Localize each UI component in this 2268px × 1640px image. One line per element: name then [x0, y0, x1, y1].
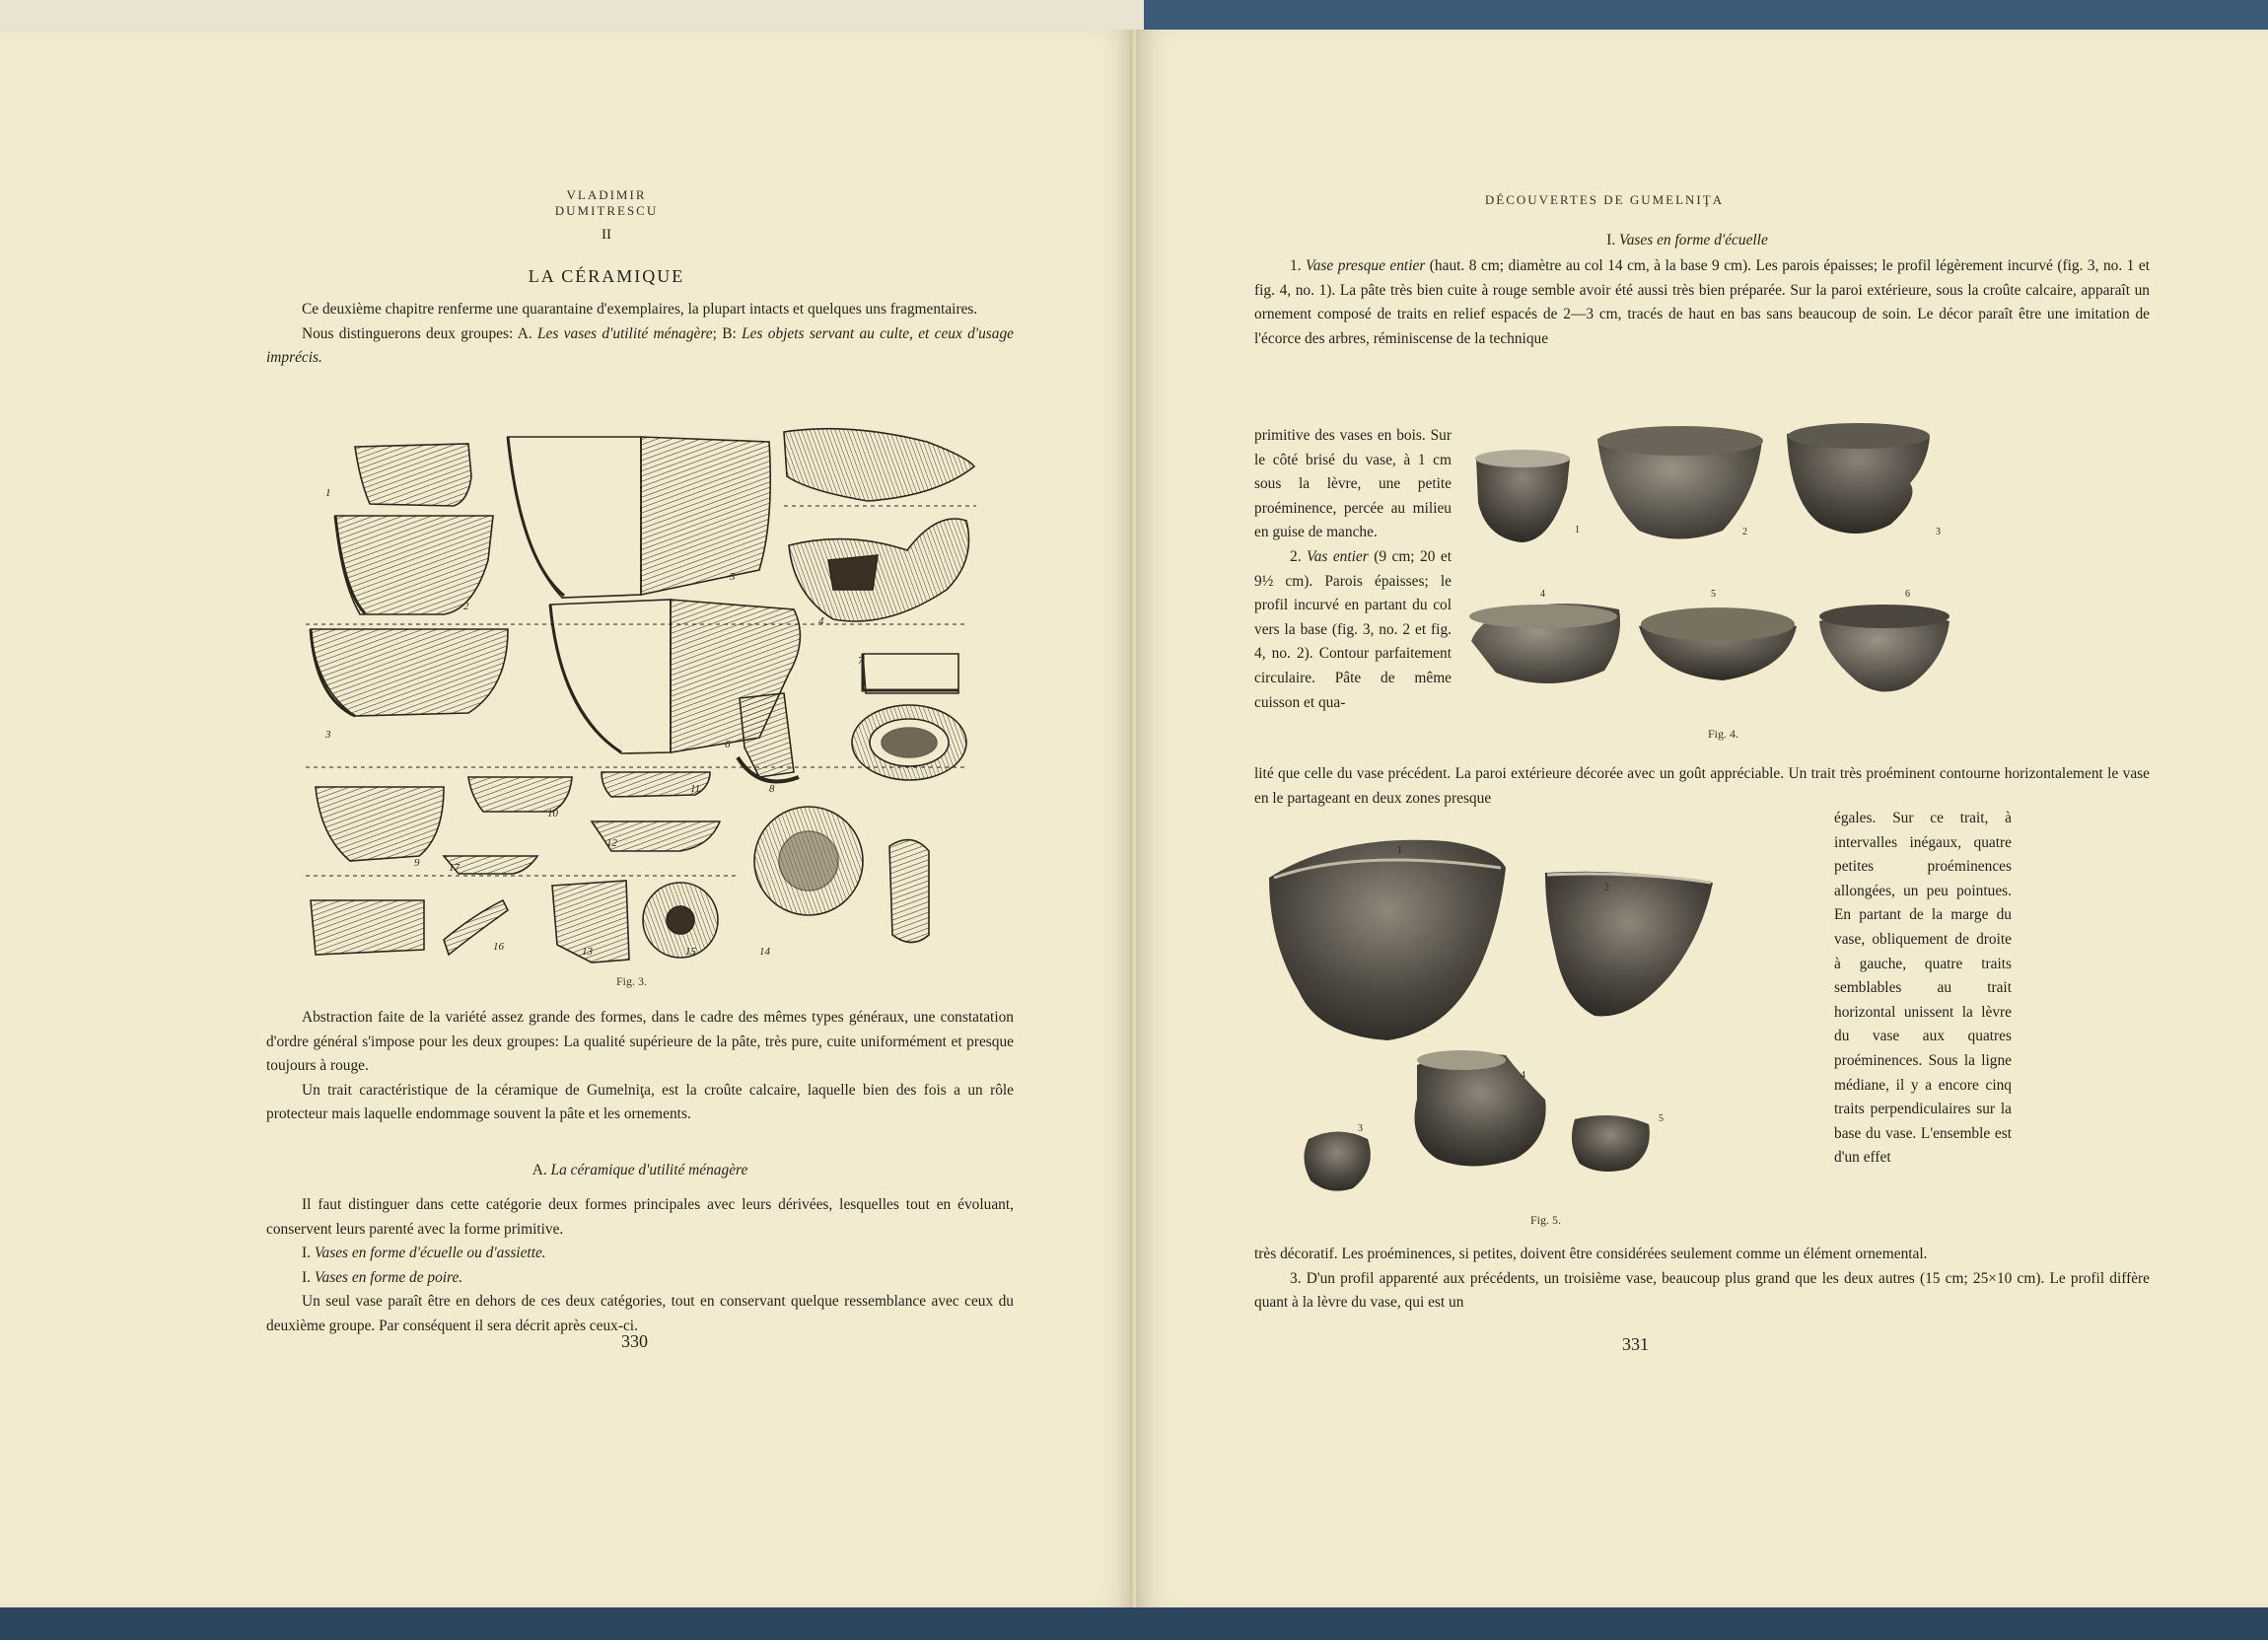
paragraph-vase3: 3. D'un profil apparenté aux précédents, un troisième vase, beaucoup plus grand que les deux autres (15 cm; 25×10 cm). Le profil diffère quant à la lèvre du vase, qui est un: [1254, 1269, 2150, 1312]
intro-sep: ; B:: [712, 324, 743, 342]
vase2-full-text: [1254, 762, 2150, 811]
right-page: [1136, 30, 2268, 1607]
list-text: Vases en forme d'écuelle ou d'assiette.: [314, 1245, 546, 1262]
fig4-caption: Fig. 4.: [1708, 727, 1739, 741]
vase1-description: [1254, 254, 2150, 351]
group-a-label: Les vases d'utilité ménagère: [537, 324, 713, 342]
page-number: 331: [1622, 1334, 1649, 1354]
fig3-number: 5: [730, 571, 736, 583]
narrow-column-text: [1254, 424, 1452, 715]
item-text: (9 cm; 20 et 9½ cm). Parois épaisses; le profil incurvé en partant du col vers la base (fig. 3, no. 2 et fig. 4, no. 2). Contour parfaitement circulaire. Pâte de même cuisson et qua-: [1254, 547, 1453, 711]
paragraph-vase2: [1254, 545, 1452, 715]
paragraph-abstraction: Abstraction faite de la variété assez grande des formes, dans le cadre des mêmes types généraux, une constatation d'ordre général s'impose pour les deux groupes: La qualité supérieure de la pâte, très pure, cuite uniformément et presque toujours à rouge.: [266, 1009, 1014, 1075]
fig4-bowl-6: [1819, 605, 1949, 691]
running-head: DÉCOUVERTES DE GUMELNIŢA: [1484, 192, 1725, 207]
intro-text: [266, 298, 1014, 371]
list-text: Vases en forme de poire.: [314, 1268, 463, 1286]
fig5-number: 4: [1521, 1070, 1525, 1081]
paragraph-vase1-cont: primitive des vases en bois. Sur le côté brisé du vase, à 1 cm sous la lèvre, une petite proéminence, percée au milieu en guise de manche.: [1254, 427, 1452, 541]
fig3-number: 2: [463, 601, 469, 612]
right-body-end: [1254, 1243, 2150, 1316]
fig3-number: 13: [582, 946, 593, 958]
fig4-bowls-photograph: [1456, 414, 2147, 720]
fig5-vase-3: [1304, 1132, 1370, 1191]
fig5-number: 2: [1604, 883, 1609, 893]
group-b-label: Les objets servant au culte, et ceux d'usage imprécis.: [266, 324, 1015, 367]
fig5-vase-2: [1545, 872, 1713, 1017]
fig3-number: 14: [759, 946, 770, 958]
section-heading: [266, 1162, 1014, 1179]
section-label: A.: [532, 1162, 551, 1178]
list-item: [266, 1242, 1014, 1266]
paragraph-vase2-end: très décoratif. Les proéminences, si petites, doivent être considérées seulement comme un élément ornemental.: [1254, 1246, 1928, 1262]
paragraph-vase1: [1254, 254, 2150, 351]
fig3-number: 11: [690, 783, 701, 795]
fig3-number: 17: [449, 862, 460, 874]
chapter-number: II: [602, 227, 611, 243]
fig3-number: 16: [493, 941, 504, 953]
fig5-number: 5: [1659, 1113, 1664, 1124]
intro-paragraph-2: [266, 322, 1014, 371]
fig3-number: 8: [769, 783, 775, 795]
fig5-caption: Fig. 5.: [1530, 1213, 1562, 1227]
book-cover-edge: [1144, 0, 2268, 30]
paragraph-vase2-cont: lité que celle du vase précédent. La paroi extérieure décorée avec un goût appréciable. Un trait très proéminent contourne horizontalement le vase en le partageant en deux zones presque: [1254, 765, 2150, 807]
item-number: 2.: [1290, 547, 1308, 565]
fig4-number: 3: [1936, 527, 1941, 537]
item-title: Vas entier: [1307, 547, 1369, 565]
page-number: 330: [621, 1331, 648, 1351]
fig3-pottery-drawings: [296, 402, 986, 974]
fig3-number: 6: [725, 739, 731, 750]
subheading: [1313, 232, 2061, 250]
list-number: I.: [302, 1268, 315, 1286]
fig4-number: 4: [1540, 589, 1545, 600]
fig4-number: 6: [1905, 589, 1910, 600]
fig4-number: 1: [1575, 525, 1580, 535]
fig4-bowl-5: [1639, 607, 1797, 680]
list-item: [266, 1266, 1014, 1291]
fig4-bowl-2: [1597, 426, 1763, 539]
section-title: La céramique d'utilité ménagère: [550, 1162, 748, 1178]
fig3-caption: Fig. 3.: [616, 974, 648, 988]
paragraph-croute: Un trait caractéristique de la céramique de Gumelniţa, est la croûte calcaire, laquelle bien des fois a un rôle protecteur mais laquelle endommage souvent la pâte et les ornements.: [266, 1081, 1014, 1123]
list-number: I.: [302, 1245, 315, 1262]
paragraph-vase2-col: égales. Sur ce trait, à intervalles inégaux, quatre petites proéminences allongées, un peu pointues. En partant de la marge du vase, obliquement de droite à gauche, quatre traits semblables au trait horizontal unissent la lèvre du vase aux quatres proéminences. Sous la ligne médiane, il y a encore cinq traits perpendiculaires sur la base du vase. L'ensemble est d'un effet: [1834, 810, 2012, 1167]
paragraph-categories: Il faut distinguer dans cette catégorie deux formes principales avec leurs dérivées, lesquelles tout en évoluant, conservent leurs parenté avec la forme primitive.: [266, 1196, 1014, 1238]
item-title: Vase presque entier: [1306, 257, 1426, 274]
intro-paragraph-1: Ce deuxième chapitre renferme une quarantaine d'exemplaires, la plupart intacts et quelques uns fragmentaires.: [302, 301, 978, 318]
left-page: [0, 30, 1134, 1607]
intro-lead: Nous distinguerons deux groupes: A.: [302, 324, 537, 342]
subhead-title: Vases en forme d'écuelle: [1619, 232, 1768, 249]
fig5-vase-4: [1415, 1050, 1546, 1167]
fig3-number: 12: [606, 837, 617, 849]
fig5-vase-1: [1269, 840, 1506, 1040]
fig3-number: 4: [818, 615, 824, 627]
fig3-number: 7: [858, 655, 864, 667]
fig4-number: 2: [1742, 527, 1747, 537]
right-column-text: [1834, 807, 2012, 1171]
scan-background-bottom: [0, 1607, 2268, 1640]
chapter-title: LA CÉRAMIQUE: [528, 266, 685, 286]
fig3-number: 3: [325, 729, 331, 741]
fig5-number: 1: [1397, 845, 1402, 856]
fig5-number: 3: [1358, 1123, 1363, 1134]
running-head: VLADIMIR DUMITRESCU: [554, 187, 659, 218]
fig3-number: 10: [547, 808, 558, 820]
fig4-number: 5: [1711, 589, 1716, 600]
left-body-text: [266, 1006, 1014, 1127]
left-body-text-2: [266, 1193, 1014, 1339]
item-text: (haut. 8 cm; diamètre au col 14 cm, à la base 9 cm). Les parois épaisses; le profil légèrement incurvé (fig. 3, no. 1 et fig. 4, no. 1). La pâte très bien cuite à rouge semble avoir été aussi très bien préparée. Sur la paroi extérieure, sous la croûte calcaire, apparaît un ornement composé de traits en relief espacés de 2—3 cm, tracés de haut en bas sans beaucoup de soin. Le décor paraît être une imitation de l'écorce des arbres, réminiscense de la technique: [1254, 257, 2150, 347]
fig3-number: 15: [685, 946, 696, 958]
fig3-number: 1: [325, 487, 331, 499]
fig4-bowl-4: [1469, 604, 1620, 683]
item-number: 1.: [1290, 257, 1307, 274]
fig5-vase-5: [1572, 1115, 1650, 1172]
paragraph-single-vase: Un seul vase paraît être en dehors de ces deux catégories, tout en conservant quelque ressemblance avec ceux du deuxième groupe. Par conséquent il sera décrit après ceux-ci.: [266, 1293, 1014, 1334]
fig4-bowl-3: [1787, 423, 1930, 534]
fig4-bowl-1: [1475, 450, 1570, 542]
fig3-number: 9: [414, 857, 420, 869]
subhead-number: I.: [1606, 232, 1620, 249]
